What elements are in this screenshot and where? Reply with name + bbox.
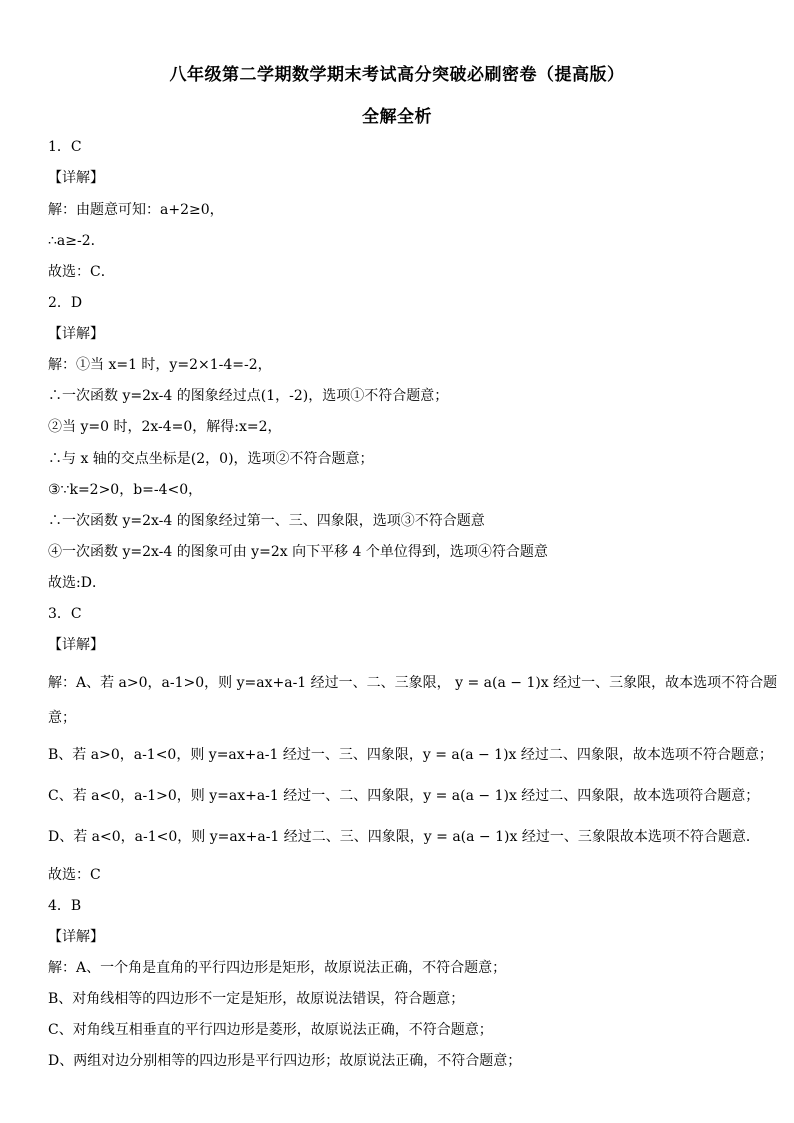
solution-line: 故选：C． bbox=[48, 264, 115, 280]
solution-line: ∴与 x 轴的交点坐标是(2，0)，选项②不符合题意； bbox=[48, 451, 374, 467]
detail-label: 【详解】 bbox=[48, 170, 104, 186]
solution-line: C、对角线互相垂直的平行四边形是菱形，故原说法正确，不符合题意； bbox=[48, 1022, 493, 1038]
detail-label: 【详解】 bbox=[48, 637, 104, 653]
detail-label: 【详解】 bbox=[48, 326, 104, 342]
document-title: 八年级第二学期数学期末考试高分突破必刷密卷（提高版） bbox=[169, 65, 625, 85]
solution-line: ∴一次函数 y=2x-4 的图象经过第一、三、四象限，选项③不符合题意 bbox=[48, 513, 485, 529]
solution-line: ④一次函数 y=2x-4 的图象可由 y=2x 向下平移 4 个单位得到，选项④符合题意 bbox=[48, 544, 548, 560]
answer-1-heading: 1．C bbox=[48, 139, 82, 155]
document-subtitle: 全解全析 bbox=[362, 107, 432, 127]
solution-line: C、若 a<0，a-1>0，则 y=ax+a-1 经过一、二、四象限，y = a(a − 1)x 经过二、四象限，故本选项符合题意； bbox=[48, 788, 760, 804]
solution-line: ③∵k=2>0，b=-4<0， bbox=[48, 482, 203, 498]
solution-line: 解：①当 x=1 时，y=2×1-4=-2， bbox=[48, 357, 272, 373]
solution-line: B、若 a>0，a-1<0，则 y=ax+a-1 经过一、三、四象限，y = a(a − 1)x 经过二、四象限，故本选项不符合题意； bbox=[48, 747, 773, 763]
solution-line: ∴a≥-2． bbox=[48, 233, 105, 249]
solution-line: D、若 a<0，a-1<0，则 y=ax+a-1 经过二、三、四象限，y = a(a − 1)x 经过一、三象限故本选项不符合题意． bbox=[48, 829, 760, 845]
solution-line: 解：由题意可知：a+2≥0， bbox=[48, 202, 224, 218]
answer-2-heading: 2．D bbox=[48, 295, 83, 311]
solution-line: 故选:D． bbox=[48, 575, 106, 591]
solution-line: ②当 y=0 时，2x-4=0，解得:x=2， bbox=[48, 419, 282, 435]
solution-line: 故选：C bbox=[48, 867, 101, 883]
answer-3-heading: 3．C bbox=[48, 606, 82, 622]
solution-line: 解：A、若 a>0，a-1>0，则 y=ax+a-1 经过一、二、三象限， y = a(a − 1)x 经过一、三象限，故本选项不符合题 bbox=[48, 675, 778, 691]
solution-line: ∴一次函数 y=2x-4 的图象经过点(1，-2)，选项①不符合题意； bbox=[48, 388, 449, 404]
solution-line: 意； bbox=[48, 710, 76, 726]
solution-line: D、两组对边分别相等的四边形是平行四边形；故原说法正确，不符合题意； bbox=[48, 1053, 522, 1069]
solution-line: 解：A、一个角是直角的平行四边形是矩形，故原说法正确，不符合题意； bbox=[48, 960, 507, 976]
solution-line: B、对角线相等的四边形不一定是矩形，故原说法错误，符合题意； bbox=[48, 991, 465, 1007]
detail-label: 【详解】 bbox=[48, 929, 104, 945]
answer-4-heading: 4．B bbox=[48, 898, 82, 914]
